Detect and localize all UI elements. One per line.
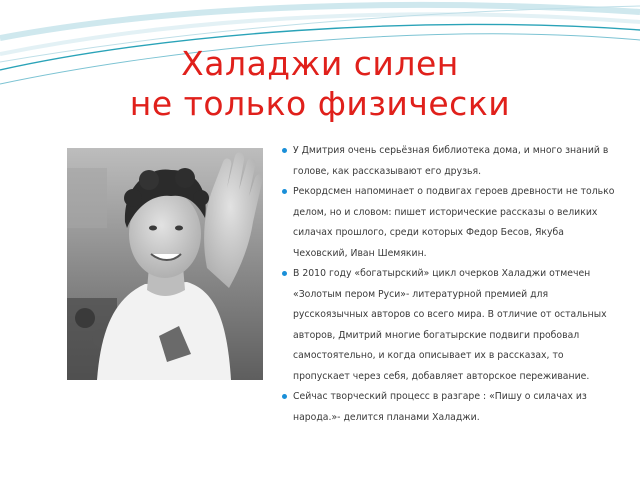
bullet-text: В 2010 году «богатырский» цикл очерков Халаджи отмечен «Золотым пером Руси»- литературной премией для русскоязычных авторов со всего мира. В отличие от остальных авторов, Дмитрий многие богатырские подвиги пробовал самостоятельно, и когда описывает их в рассказах, то пропускает через себя, добавляет авторское переживание.	[293, 268, 607, 382]
list-item	[281, 264, 621, 387]
title-line-2: не только физически	[129, 84, 511, 123]
bullet-dot-icon	[282, 271, 287, 276]
bullet-text: Рекордсмен напоминает о подвигах героев древности не только делом, но и словом: пишет исторические рассказы о великих силачах прошлого, среди которых Федор Бесов, Якуба Чеховский, Иван Шемякин.	[293, 186, 615, 259]
bullet-dot-icon	[282, 148, 287, 153]
bullet-text: У Дмитрия очень серьёзная библиотека дома, и много знаний в голове, как рассказывают его друзья.	[293, 145, 609, 177]
bullet-text: Сейчас творческий процесс в разгаре : «Пишу о силачах из народа.»- делится планами Халаджи.	[293, 391, 587, 423]
portrait-photo	[67, 148, 263, 380]
title-line-1: Халаджи силен	[181, 44, 459, 83]
bullet-list	[281, 141, 621, 428]
list-item	[281, 141, 621, 182]
portrait-illustration	[67, 148, 263, 380]
bullet-dot-icon	[282, 394, 287, 399]
slide-title	[40, 44, 600, 124]
list-item	[281, 387, 621, 428]
list-item	[281, 182, 621, 264]
bullet-dot-icon	[282, 189, 287, 194]
